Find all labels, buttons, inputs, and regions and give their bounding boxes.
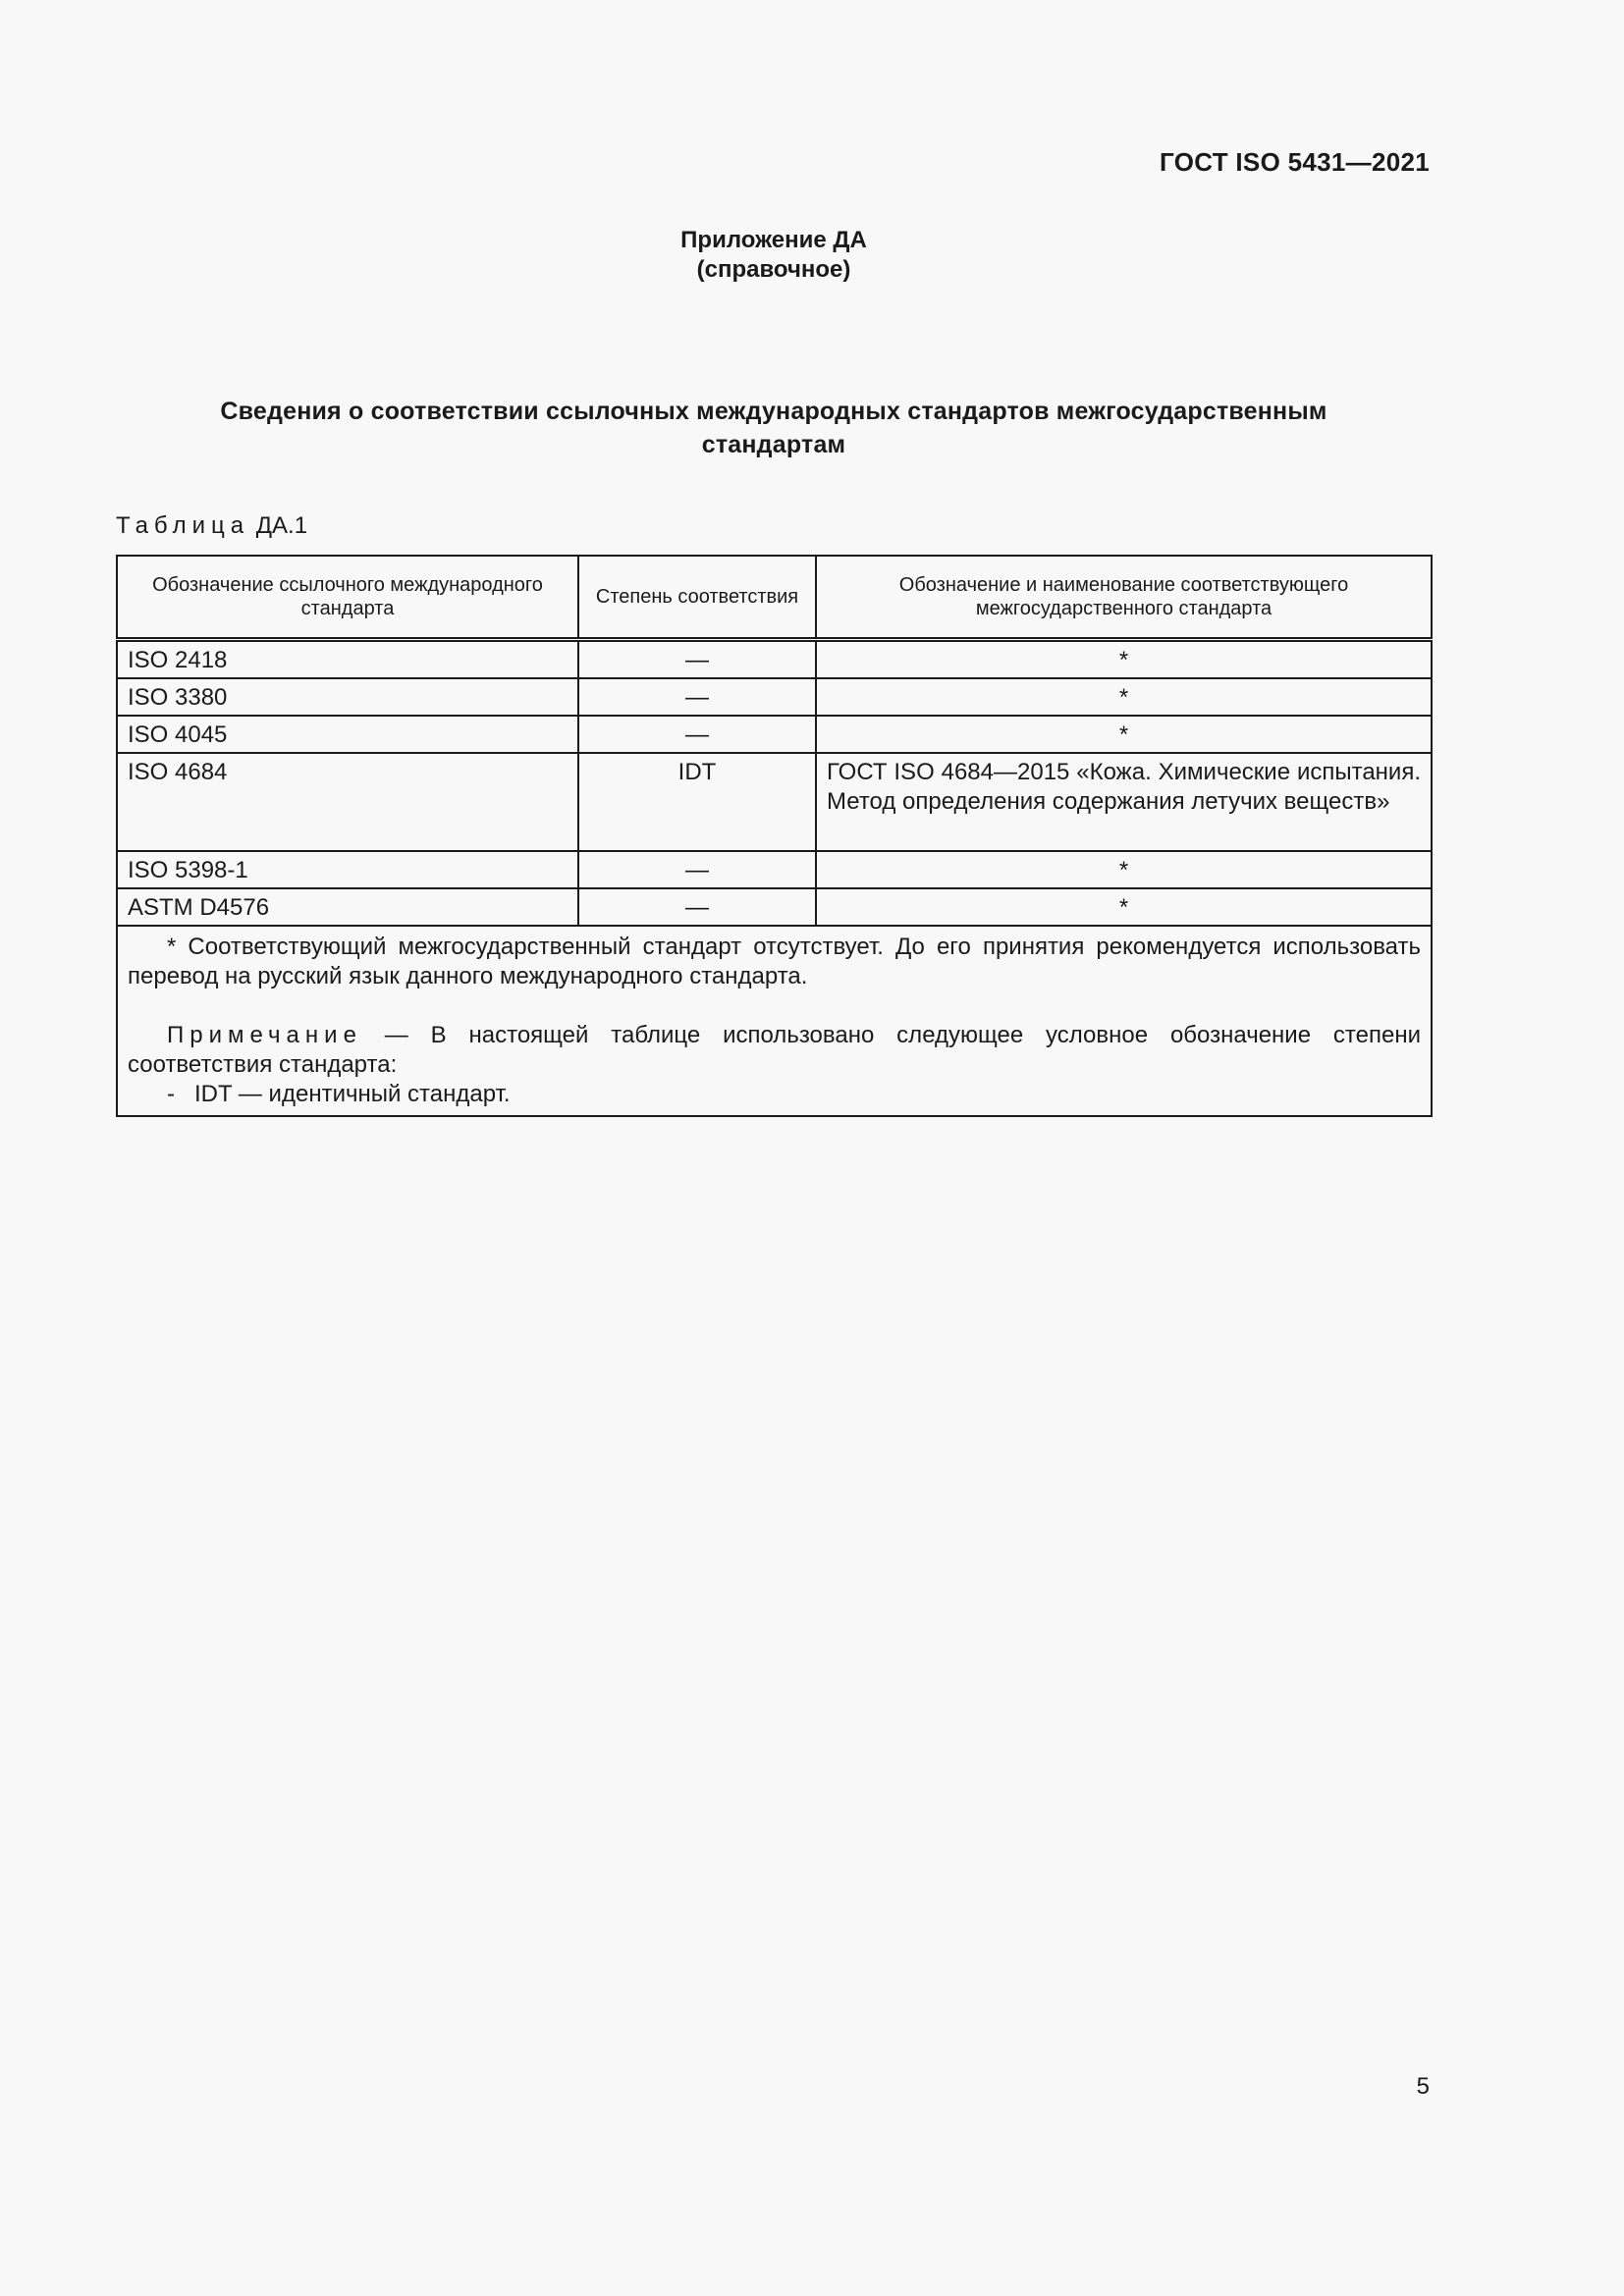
document-title-line2: стандартам <box>701 431 846 458</box>
table-footnote-row <box>117 926 1432 1116</box>
cell-international-standard: ISO 3380 <box>117 678 578 716</box>
appendix-title: Приложение ДА <box>680 227 867 253</box>
document-title <box>118 395 1430 461</box>
cell-degree: — <box>578 678 816 716</box>
cell-degree: — <box>578 716 816 753</box>
cell-international-standard: ASTM D4576 <box>117 888 578 926</box>
table-row <box>117 678 1432 716</box>
table-caption <box>116 512 307 540</box>
document-title-line1: Сведения о соответствии ссылочных международных стандартов межгосударственным <box>220 398 1327 425</box>
table-header-row <box>117 556 1432 640</box>
cell-international-standard: ISO 4684 <box>117 753 578 851</box>
cell-interstate-standard: * <box>816 716 1432 753</box>
note-text: — В настоящей таблице использовано следующее условное обозначение степени соответствия стандарта: <box>128 1022 1421 1078</box>
cell-degree: — <box>578 888 816 926</box>
cell-international-standard: ISO 2418 <box>117 640 578 679</box>
standards-table <box>116 555 1433 1117</box>
note-label: Примечание <box>167 1022 362 1048</box>
table-row <box>117 888 1432 926</box>
standard-code: ГОСТ ISO 5431—2021 <box>1160 147 1430 177</box>
cell-interstate-standard: * <box>816 851 1432 888</box>
table-footnote-cell <box>117 926 1432 1116</box>
appendix-heading <box>0 226 1547 285</box>
table-row <box>117 851 1432 888</box>
cell-degree: IDT <box>578 753 816 851</box>
cell-international-standard: ISO 5398-1 <box>117 851 578 888</box>
cell-degree: — <box>578 851 816 888</box>
table-row <box>117 716 1432 753</box>
note-paragraph <box>128 1021 1421 1080</box>
table-row <box>117 753 1432 851</box>
note-list-item: - IDT — идентичный стандарт. <box>167 1081 511 1107</box>
page-number: 5 <box>1416 2073 1430 2100</box>
table-caption-number: ДА.1 <box>255 512 308 539</box>
cell-interstate-standard: * <box>816 640 1432 679</box>
header-interstate-standard: Обозначение и наименование соответствующего межгосударственного стандарта <box>816 556 1432 640</box>
header-international-standard: Обозначение ссылочного международного стандарта <box>117 556 578 640</box>
cell-degree: — <box>578 640 816 679</box>
footnote-text: * Соответствующий межгосударственный стандарт отсутствует. До его принятия рекомендуется использовать перевод на русский язык данного международного стандарта. <box>128 934 1421 989</box>
header-degree-of-conformity: Степень соответствия <box>578 556 816 640</box>
cell-international-standard: ISO 4045 <box>117 716 578 753</box>
appendix-subtitle: (справочное) <box>696 256 851 283</box>
cell-interstate-standard: * <box>816 678 1432 716</box>
table-row <box>117 640 1432 679</box>
table-caption-word: Таблица <box>116 512 250 539</box>
cell-interstate-standard: * <box>816 888 1432 926</box>
cell-interstate-standard: ГОСТ ISO 4684—2015 «Кожа. Химические испытания. Метод определения содержания летучих веществ» <box>816 753 1432 851</box>
